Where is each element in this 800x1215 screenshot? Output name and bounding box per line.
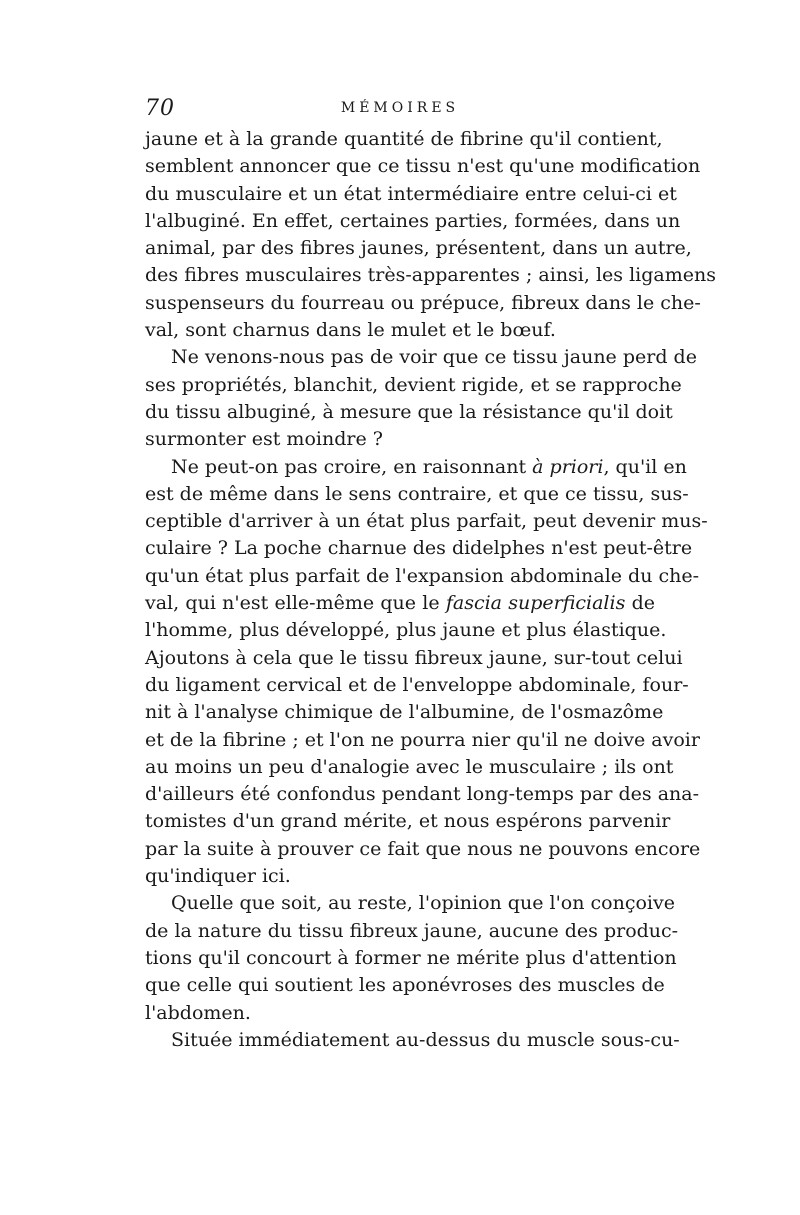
text-line: du ligament cervical et de l'enveloppe abdominale, four- [145, 673, 689, 696]
text-segment: Ne peut-on pas croire, en raisonnant [171, 455, 533, 478]
body-text [145, 126, 716, 1054]
text-line: val, sont charnus dans le mulet et le bœuf. [145, 319, 556, 342]
paragraph [145, 890, 679, 1026]
italic-fascia-superficialis: fascia superficialis [445, 592, 626, 615]
running-head: MÉMOIRES [340, 100, 460, 116]
text-line: tions qu'il concourt à former ne mérite plus d'attention [145, 946, 677, 969]
paragraph [145, 454, 708, 891]
text-segment: , qu'il en [603, 455, 687, 478]
text-line: Ne venons-nous pas de voir que ce tissu jaune perd de [171, 346, 697, 369]
text-line: suspenseurs du fourreau ou prépuce, fibreux dans le che- [145, 291, 701, 314]
text-line [145, 454, 687, 481]
text-line: semblent annoncer que ce tissu n'est qu'une modification [145, 155, 701, 178]
text-segment: val, qui n'est elle-même que le [145, 592, 446, 615]
text-line: Située immédiatement au-dessus du muscle sous-cu- [171, 1028, 680, 1051]
text-line: Ajoutons à cela que le tissu fibreux jaune, sur-tout celui [145, 646, 683, 669]
text-line: d'ailleurs été confondus pendant long-temps par des ana- [145, 783, 700, 806]
page-number: 70 [145, 96, 175, 121]
text-line: nit à l'analyse chimique de l'albumine, de l'osmazôme [145, 701, 664, 724]
text-line: culaire ? La poche charnue des didelphes n'est peut-être [145, 537, 693, 560]
text-line: des fibres musculaires très-apparentes ; ainsi, les ligamens [145, 264, 716, 287]
text-line: que celle qui soutient les aponévroses des muscles de [145, 974, 665, 997]
text-line: Quelle que soit, au reste, l'opinion que l'on conçoive [171, 892, 675, 915]
text-line [145, 590, 655, 617]
text-line: ses propriétés, blanchit, devient rigide, et se rapproche [145, 373, 682, 396]
paragraph [145, 1027, 680, 1054]
paragraph [145, 126, 716, 344]
text-segment: de [625, 592, 656, 615]
text-line: de la nature du tissu fibreux jaune, aucune des produc- [145, 919, 679, 942]
page-header [145, 96, 655, 126]
text-line: au moins un peu d'analogie avec le musculaire ; ils ont [145, 755, 674, 778]
italic-a-priori: à priori [532, 455, 604, 478]
text-line: est de même dans le sens contraire, et que ce tissu, sus- [145, 482, 689, 505]
text-line: l'abdomen. [145, 1001, 251, 1024]
text-line: qu'indiquer ici. [145, 865, 291, 888]
text-line: et de la fibrine ; et l'on ne pourra nier qu'il ne doive avoir [145, 728, 700, 751]
text-line: l'homme, plus développé, plus jaune et plus élastique. [145, 619, 667, 642]
text-line: l'albuginé. En effet, certaines parties, formées, dans un [145, 209, 681, 232]
text-line: du musculaire et un état intermédiaire entre celui-ci et [145, 182, 677, 205]
text-line: tomistes d'un grand mérite, et nous espérons parvenir [145, 810, 671, 833]
text-line: du tissu albuginé, à mesure que la résistance qu'il doit [145, 400, 673, 423]
text-line: ceptible d'arriver à un état plus parfait, peut devenir mus- [145, 510, 708, 533]
text-line: qu'un état plus parfait de l'expansion abdominale du che- [145, 564, 700, 587]
text-line: jaune et à la grande quantité de fibrine qu'il contient, [145, 128, 663, 150]
paragraph [145, 344, 697, 453]
text-line: par la suite à prouver ce fait que nous ne pouvons encore [145, 837, 701, 860]
text-line: surmonter est moindre ? [145, 428, 383, 451]
text-line: animal, par des fibres jaunes, présentent, dans un autre, [145, 237, 692, 260]
